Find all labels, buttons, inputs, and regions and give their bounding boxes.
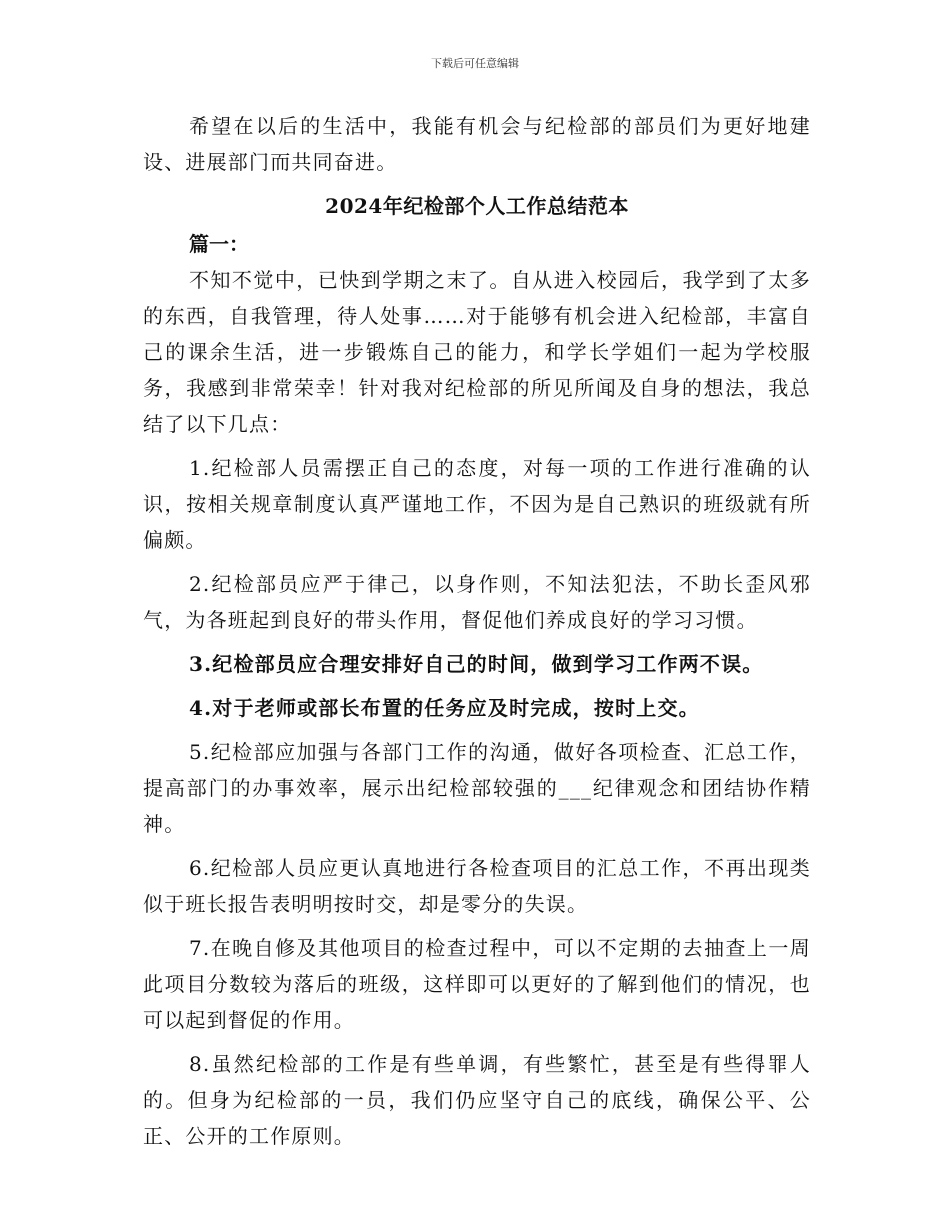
paragraph-item-3: 3.纪检部员应合理安排好自己的时间，做到学习工作两不误。: [189, 652, 764, 676]
section-label: 篇一：: [189, 232, 249, 256]
paragraph-item-1: 1.纪检部人员需摆正自己的态度，对每一项的工作进行准确的认识，按相关规章制度认真严谨地工作，不因为是自己熟识的班级就有所偏颇。: [143, 456, 811, 552]
paragraph-opening: 不知不觉中，已快到学期之末了。自从进入校园后，我学到了太多的东西，自我管理，待人处事……对于能够有机会进入纪检部，丰富自己的课余生活，进一步锻炼自己的能力，和学长学姐们一起为学校服务，我感到非常荣幸！针对我对纪检部的所见所闻及自身的想法，我总结了以下几点：: [143, 268, 811, 436]
paragraph-item-5: 5.纪检部应加强与各部门工作的沟通，做好各项检查、汇总工作，提高部门的办事效率，展示出纪检部较强的___纪律观念和团结协作精神。: [143, 740, 811, 836]
document-body: [143, 108, 811, 1154]
paragraph-item-2: 2.纪检部员应严于律己，以身作则，不知法犯法，不助长歪风邪气，为各班起到良好的带头作用，督促他们养成良好的学习习惯。: [143, 572, 811, 632]
intro-paragraph: 希望在以后的生活中，我能有机会与纪检部的部员们为更好地建设、进展部门而共同奋进。: [143, 114, 811, 174]
document-title: 2024年纪检部个人工作总结范本: [325, 194, 629, 218]
paragraph-item-4: 4.对于老师或部长布置的任务应及时完成，按时上交。: [189, 696, 700, 720]
paragraph-item-8: 8.虽然纪检部的工作是有些单调，有些繁忙，甚至是有些得罪人的。但身为纪检部的一员，我们仍应坚守自己的底线，确保公平、公正、公开的工作原则。: [143, 1052, 811, 1148]
paragraph-item-7: 7.在晚自修及其他项目的检查过程中，可以不定期的去抽查上一周此项目分数较为落后的班级，这样即可以更好的了解到他们的情况，也可以起到督促的作用。: [143, 936, 811, 1032]
page-header-note: 下载后可任意编辑: [431, 57, 519, 70]
paragraph-item-6: 6.纪检部人员应更认真地进行各检查项目的汇总工作，不再出现类似于班长报告表明明按时交，却是零分的失误。: [143, 856, 811, 916]
